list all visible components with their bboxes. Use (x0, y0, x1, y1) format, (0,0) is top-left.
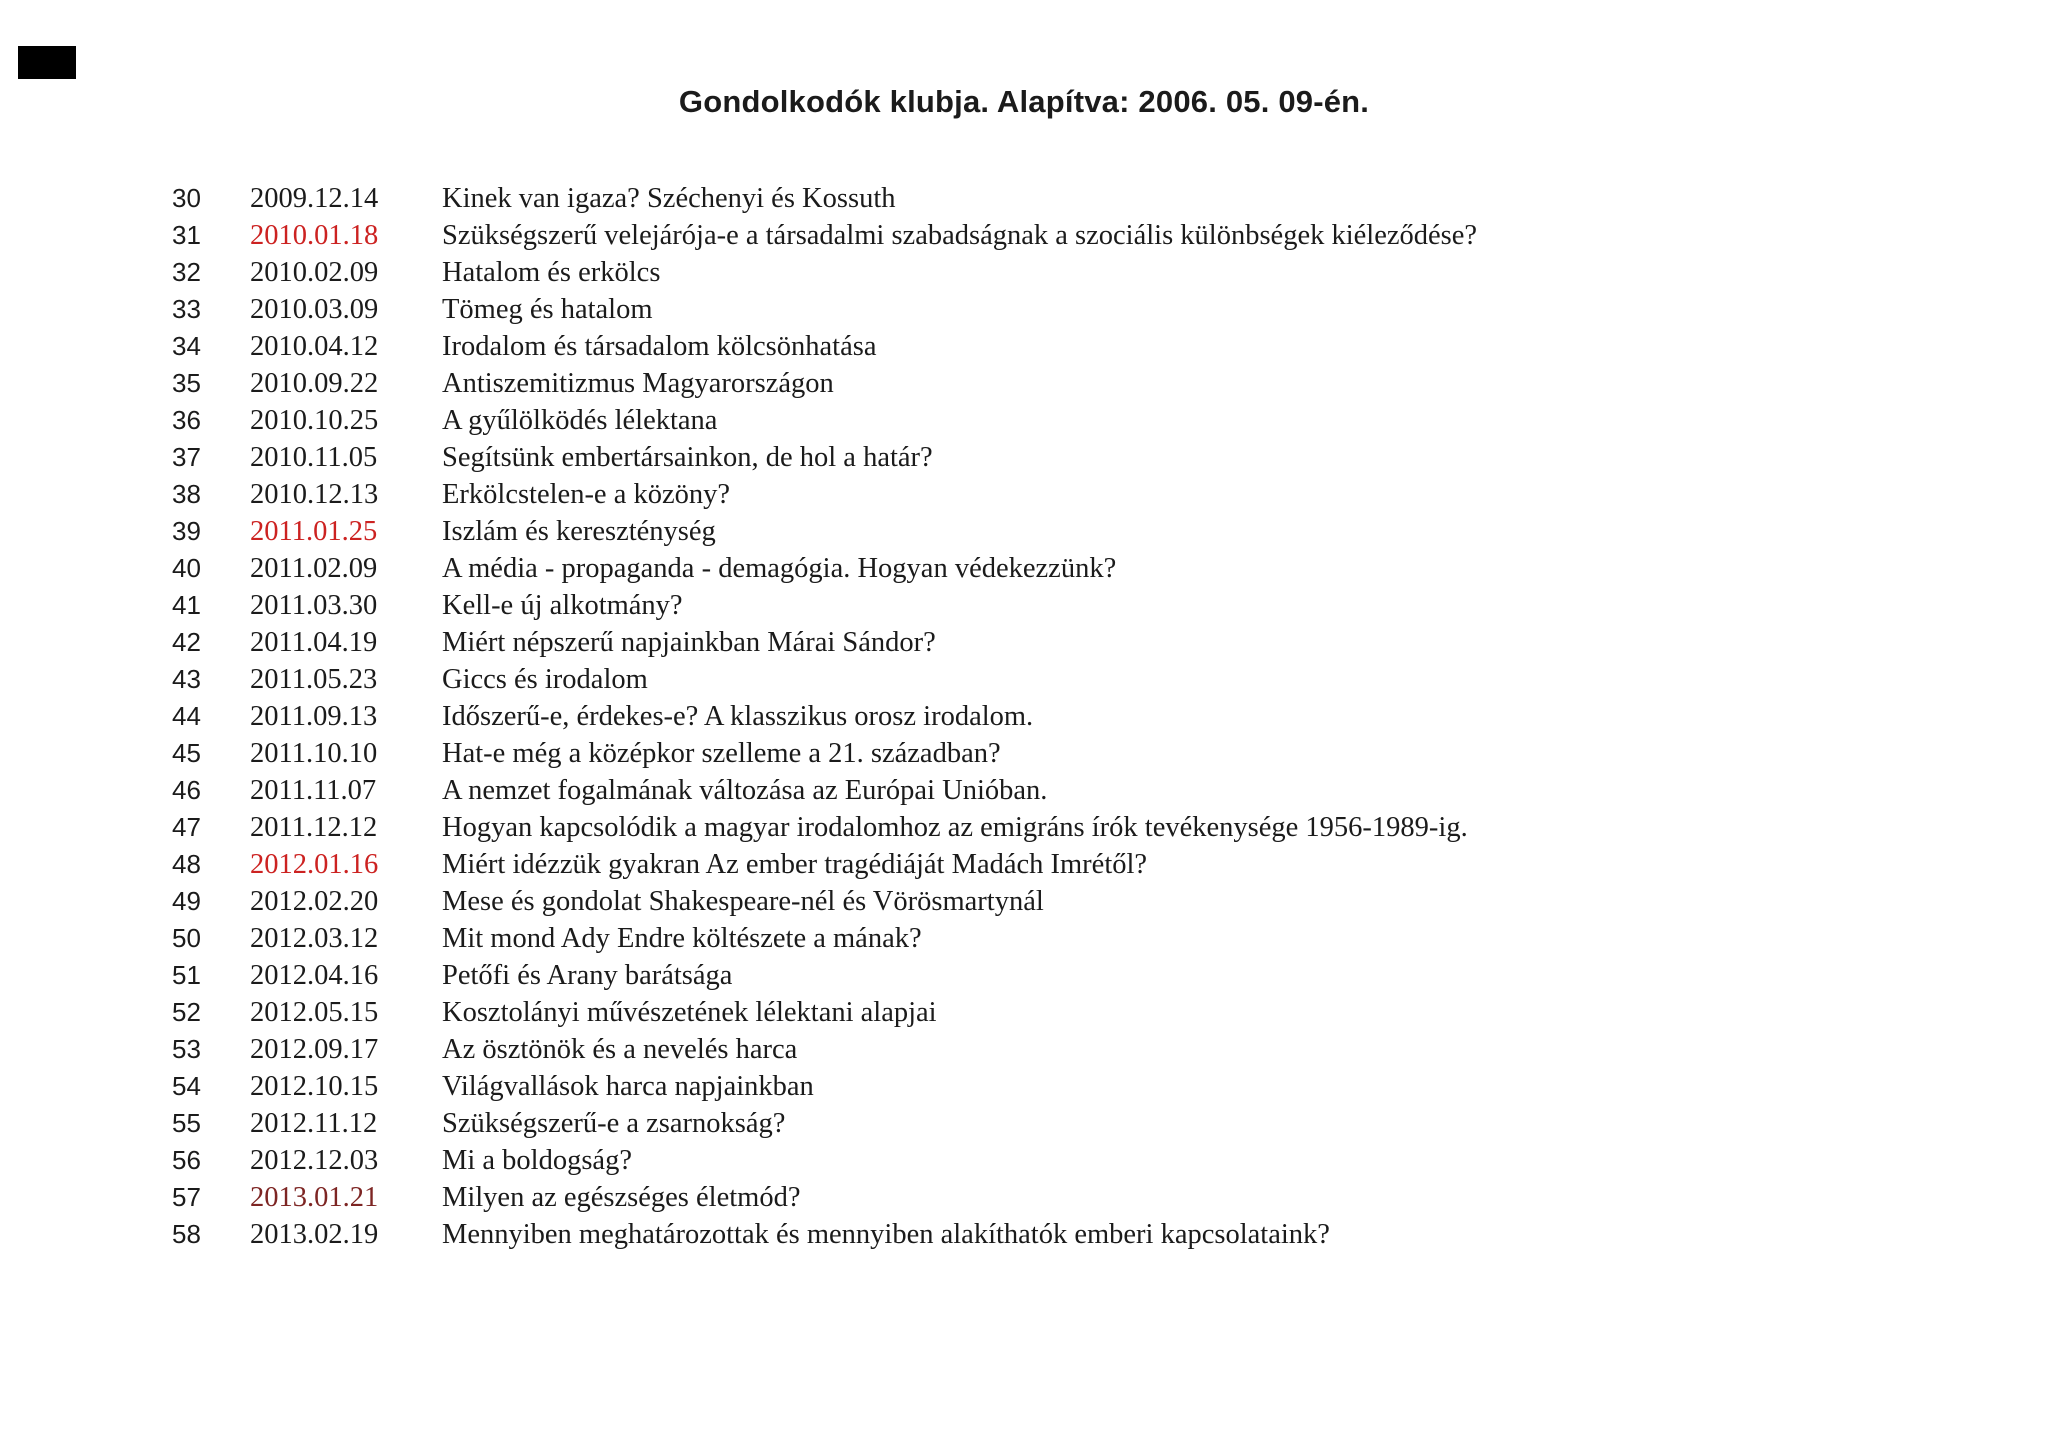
item-date: 2010.12.13 (250, 478, 379, 510)
item-title: Kosztolányi művészetének lélektani alapjai (442, 996, 937, 1028)
item-title: Mennyiben meghatározottak és mennyiben alakíthatók emberi kapcsolataink? (442, 1218, 1330, 1250)
item-date: 2010.09.22 (250, 367, 379, 399)
page-title: Gondolkodók klubja. Alapítva: 2006. 05. 09-én. (678, 84, 1370, 119)
item-title: Antiszemitizmus Magyarországon (442, 367, 834, 399)
item-date: 2011.11.07 (250, 774, 377, 806)
item-title: Mit mond Ady Endre költészete a mának? (442, 922, 922, 954)
list-item (0, 772, 2048, 809)
topics-list (0, 180, 2048, 1253)
item-number: 45 (172, 738, 201, 768)
list-item (0, 550, 2048, 587)
item-title: Szükségszerű-e a zsarnokság? (442, 1107, 786, 1139)
item-title: Erkölcstelen-e a közöny? (442, 478, 731, 510)
item-number: 49 (172, 886, 201, 916)
item-date: 2011.10.10 (250, 737, 378, 769)
item-number: 48 (172, 849, 201, 879)
item-number: 50 (172, 923, 201, 953)
item-date: 2011.04.19 (250, 626, 378, 658)
item-date: 2012.10.15 (250, 1070, 379, 1102)
list-item (0, 513, 2048, 550)
item-number: 46 (172, 775, 201, 805)
item-number: 53 (172, 1034, 201, 1064)
list-item (0, 698, 2048, 735)
list-item (0, 624, 2048, 661)
list-item (0, 254, 2048, 291)
item-date: 2012.11.12 (250, 1107, 378, 1139)
list-item (0, 1142, 2048, 1179)
list-item (0, 809, 2048, 846)
item-title: Mese és gondolat Shakespeare-nél és Vörösmartynál (442, 885, 1044, 917)
item-date: 2010.11.05 (250, 441, 378, 473)
item-title: A média - propaganda - demagógia. Hogyan védekezzünk? (442, 552, 1117, 584)
list-item (0, 735, 2048, 772)
item-title: Miért idézzük gyakran Az ember tragédiáját Madách Imrétől? (442, 848, 1148, 880)
item-date: 2010.01.18 (250, 219, 379, 251)
item-date: 2010.03.09 (250, 293, 379, 325)
item-title: A nemzet fogalmának változása az Európai Unióban. (442, 774, 1048, 806)
list-item (0, 328, 2048, 365)
item-title: Tömeg és hatalom (442, 293, 653, 325)
item-title: Hogyan kapcsolódik a magyar irodalomhoz az emigráns írók tevékenysége 1956-1989-ig. (442, 811, 1468, 843)
item-number: 41 (172, 590, 201, 620)
list-item (0, 920, 2048, 957)
item-date: 2012.12.03 (250, 1144, 379, 1176)
item-title: Petőfi és Arany barátsága (442, 959, 733, 991)
item-number: 32 (172, 257, 201, 287)
list-item (0, 402, 2048, 439)
list-item (0, 476, 2048, 513)
item-number: 38 (172, 479, 201, 509)
list-item (0, 883, 2048, 920)
item-title: Hat-e még a középkor szelleme a 21. században? (442, 737, 1001, 769)
list-item (0, 1068, 2048, 1105)
item-date: 2012.01.16 (250, 848, 379, 880)
item-date: 2010.02.09 (250, 256, 379, 288)
item-date: 2011.01.25 (250, 515, 378, 547)
list-item (0, 587, 2048, 624)
item-number: 52 (172, 997, 201, 1027)
item-date: 2010.04.12 (250, 330, 379, 362)
list-item (0, 661, 2048, 698)
list-item (0, 291, 2048, 328)
item-number: 34 (172, 331, 201, 361)
item-date: 2011.02.09 (250, 552, 378, 584)
item-number: 42 (172, 627, 201, 657)
item-title: Miért népszerű napjainkban Márai Sándor? (442, 626, 936, 658)
list-item (0, 365, 2048, 402)
item-number: 35 (172, 368, 201, 398)
item-date: 2013.02.19 (250, 1218, 379, 1250)
item-number: 31 (172, 220, 201, 250)
item-number: 37 (172, 442, 201, 472)
item-date: 2011.12.12 (250, 811, 378, 843)
list-item (0, 957, 2048, 994)
item-number: 30 (172, 183, 201, 213)
list-item (0, 1179, 2048, 1216)
item-number: 44 (172, 701, 201, 731)
list-item (0, 846, 2048, 883)
list-item (0, 180, 2048, 217)
item-number: 56 (172, 1145, 201, 1175)
item-title: Kinek van igaza? Széchenyi és Kossuth (442, 182, 896, 214)
item-title: Az ösztönök és a nevelés harca (442, 1033, 798, 1065)
item-date: 2012.02.20 (250, 885, 379, 917)
item-date: 2010.10.25 (250, 404, 379, 436)
item-title: Mi a boldogság? (442, 1144, 632, 1176)
item-number: 55 (172, 1108, 201, 1138)
item-number: 58 (172, 1219, 201, 1249)
item-date: 2012.09.17 (250, 1033, 379, 1065)
item-title: Kell-e új alkotmány? (442, 589, 683, 621)
list-item (0, 994, 2048, 1031)
item-number: 43 (172, 664, 201, 694)
item-number: 39 (172, 516, 201, 546)
item-title: Szükségszerű velejárója-e a társadalmi szabadságnak a szociális különbségek kiéleződése? (442, 219, 1478, 251)
list-item (0, 1105, 2048, 1142)
list-item (0, 439, 2048, 476)
item-title: Időszerű-e, érdekes-e? A klasszikus orosz irodalom. (442, 700, 1034, 732)
item-date: 2013.01.21 (250, 1181, 379, 1213)
item-title: Világvallások harca napjainkban (442, 1070, 814, 1102)
item-number: 33 (172, 294, 201, 324)
list-item (0, 217, 2048, 254)
item-number: 40 (172, 553, 201, 583)
item-date: 2012.03.12 (250, 922, 379, 954)
item-date: 2012.04.16 (250, 959, 379, 991)
item-title: Iszlám és kereszténység (442, 515, 716, 547)
item-date: 2011.05.23 (250, 663, 378, 695)
item-date: 2009.12.14 (250, 182, 379, 214)
item-date: 2012.05.15 (250, 996, 379, 1028)
list-item (0, 1216, 2048, 1253)
item-title: Milyen az egészséges életmód? (442, 1181, 801, 1213)
item-title: Giccs és irodalom (442, 663, 648, 695)
item-title: Segítsünk embertársainkon, de hol a határ? (442, 441, 933, 473)
item-date: 2011.03.30 (250, 589, 378, 621)
list-item (0, 1031, 2048, 1068)
item-number: 51 (172, 960, 201, 990)
item-title: A gyűlölködés lélektana (442, 404, 718, 436)
item-title: Hatalom és erkölcs (442, 256, 661, 288)
item-number: 57 (172, 1182, 201, 1212)
item-number: 36 (172, 405, 201, 435)
scan-artifact-black-box (18, 46, 76, 79)
item-number: 47 (172, 812, 201, 842)
item-title: Irodalom és társadalom kölcsönhatása (442, 330, 877, 362)
item-date: 2011.09.13 (250, 700, 378, 732)
item-number: 54 (172, 1071, 201, 1101)
